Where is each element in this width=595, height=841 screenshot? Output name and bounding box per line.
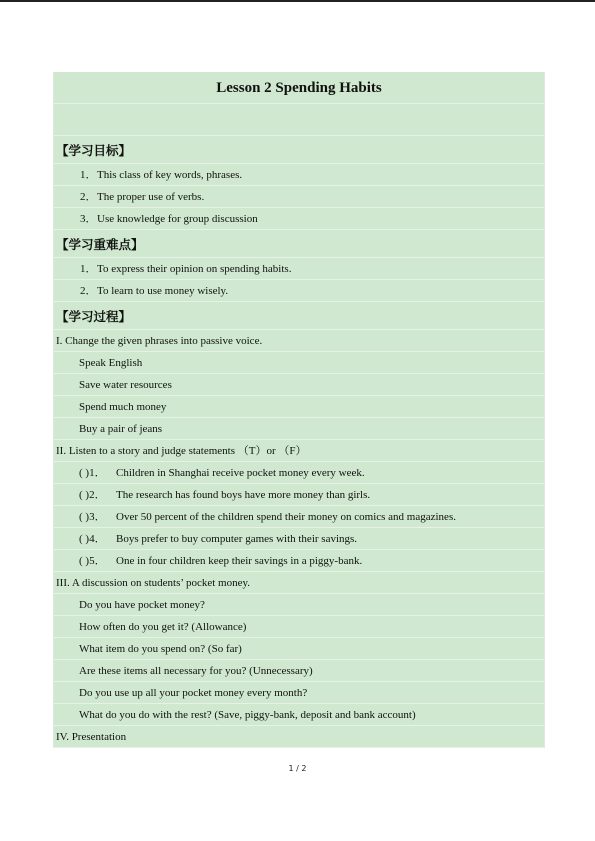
true-false-statement [54, 550, 544, 572]
discussion-question: Do you use up all your pocket money every month? [54, 682, 544, 704]
key-points-heading: 【学习重难点】 [54, 230, 544, 258]
answer-blank: ( )5． [79, 555, 106, 567]
blank-row [54, 104, 544, 136]
discussion-question: How often do you get it? (Allowance) [54, 616, 544, 638]
item-text: The proper use of verbs. [97, 191, 205, 203]
true-false-statement [54, 484, 544, 506]
answer-blank: ( )3． [79, 511, 106, 523]
lesson-title: Lesson 2 Spending Habits [54, 72, 544, 104]
statement-text: Boys prefer to buy computer games with their savings. [116, 533, 358, 545]
true-false-statement [54, 506, 544, 528]
true-false-statement [54, 528, 544, 550]
answer-blank: ( )2． [79, 489, 106, 501]
discussion-question: What do you do with the rest? (Save, piggy-bank, deposit and bank account) [54, 704, 544, 726]
discussion-question: Do you have pocket money? [54, 594, 544, 616]
objective-item [54, 186, 544, 208]
item-text: To express their opinion on spending habits. [97, 263, 292, 275]
statement-text: Over 50 percent of the children spend their money on comics and magazines. [116, 511, 456, 523]
key-point-item [54, 280, 544, 302]
discussion-question: What item do you spend on? (So far) [54, 638, 544, 660]
phrase-item: Spend much money [54, 396, 544, 418]
section-3-title: III. A discussion on students’ pocket money. [54, 572, 544, 594]
lesson-document [53, 72, 545, 748]
true-false-statement [54, 462, 544, 484]
item-number: 1． [80, 263, 97, 275]
objective-item [54, 208, 544, 230]
item-number: 1． [80, 169, 97, 181]
phrase-item: Save water resources [54, 374, 544, 396]
statement-text: One in four children keep their savings in a piggy-bank. [116, 555, 363, 567]
section-4-title: IV. Presentation [54, 726, 544, 748]
top-border-line [0, 0, 595, 2]
process-heading: 【学习过程】 [54, 302, 544, 330]
objectives-heading: 【学习目标】 [54, 136, 544, 164]
item-number: 2． [80, 285, 97, 297]
page-number: 1 / 2 [288, 764, 307, 773]
objective-item [54, 164, 544, 186]
item-text: Use knowledge for group discussion [97, 213, 258, 225]
item-text: This class of key words, phrases. [97, 169, 243, 181]
answer-blank: ( )1． [79, 467, 106, 479]
key-point-item [54, 258, 544, 280]
section-2-title: II. Listen to a story and judge statements （T）or （F） [54, 440, 544, 462]
item-number: 3． [80, 213, 97, 225]
item-number: 2． [80, 191, 97, 203]
statement-text: Children in Shanghai receive pocket money every week. [116, 467, 365, 479]
item-text: To learn to use money wisely. [97, 285, 229, 297]
answer-blank: ( )4． [79, 533, 106, 545]
phrase-item: Buy a pair of jeans [54, 418, 544, 440]
statement-text: The research has found boys have more money than girls. [116, 489, 371, 501]
section-1-title: I. Change the given phrases into passive voice. [54, 330, 544, 352]
phrase-item: Speak English [54, 352, 544, 374]
discussion-question: Are these items all necessary for you? (Unnecessary) [54, 660, 544, 682]
